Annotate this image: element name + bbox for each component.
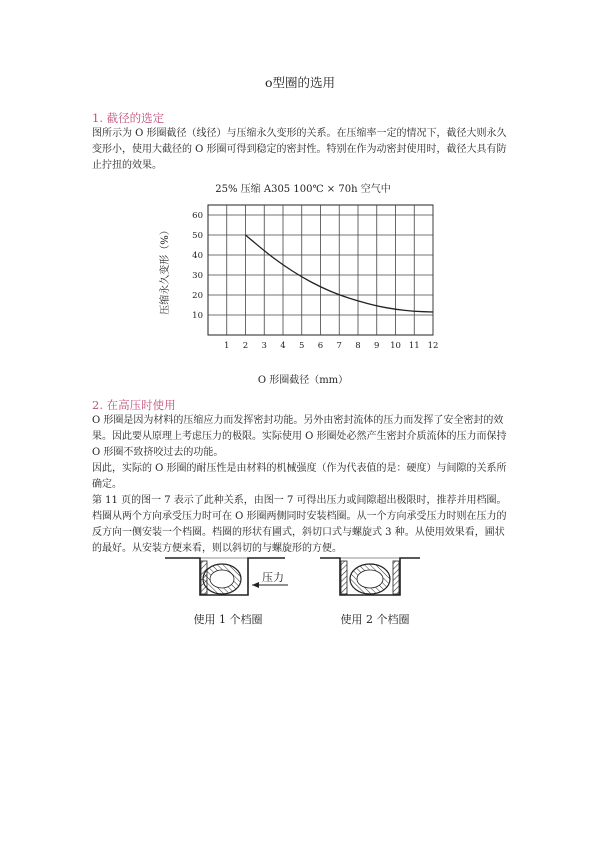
paragraph-diameter: [92, 126, 510, 174]
x-tick-label: 11: [408, 341, 420, 351]
section-heading-high-pressure: 2. 在高压时使用: [92, 398, 176, 412]
backup-ring: [201, 561, 207, 594]
text-line: 变形小，使用大截径的 O 形圈可得到稳定的密封性。特别在作为动密封使用时，截径大具有防: [92, 144, 507, 155]
caption-double-backup: 使用 2 个档圈: [340, 613, 410, 626]
caption-single-backup: 使用 1 个档圈: [193, 613, 263, 626]
text-line: 反方向一侧安装一个档圈。档圈的形状有圃式，斜切口式与螺旋式 3 种。从使用效果看，圃状: [92, 527, 505, 538]
x-tick-label: 5: [299, 341, 305, 351]
paragraph-backup-ring: [92, 493, 510, 557]
text-line: 果。因此要从原理上考虑压力的极限。实际使用 O 形圈处必然产生密封介质流体的压力而保持: [92, 431, 507, 442]
pressure-label: 压力: [262, 571, 284, 584]
y-tick-label: 40: [192, 251, 203, 261]
chart-xlabel: O 形圈截径（mm）: [257, 375, 349, 386]
y-tick-label: 60: [192, 211, 203, 221]
text-line: 止拧扭的效果。: [92, 160, 162, 171]
x-tick-label: 12: [427, 341, 439, 351]
paragraph-pressure-principle: [92, 413, 510, 461]
text-line: O 形圈不致挤咬过去的功能。: [92, 447, 224, 458]
x-tick-label: 3: [261, 341, 267, 351]
x-tick-label: 1: [224, 341, 230, 351]
chart-grid: [208, 205, 433, 335]
text-line: 档圈从两个方向承受压力时可在 O 形圈两侧同时安装档圈。从一个方向承受压力时则在压力的: [92, 511, 507, 522]
x-tick-label: 10: [390, 341, 401, 351]
y-tick-label: 30: [192, 271, 203, 281]
text-line: 的最好。从安装方便来看，则以斜切的与螺旋形的方便。: [92, 543, 342, 554]
x-tick-label: 4: [280, 341, 286, 351]
chart-ylabel: 压缩永久变形（%）: [160, 225, 171, 315]
groove-double-backup: [320, 558, 420, 595]
x-tick-label: 6: [317, 341, 324, 351]
paragraph-pressure-resistance: [92, 461, 510, 493]
text-line: 图所示为 O 形圈截径（线径）与压缩永久变形的关系。在压缩率一定的情况下，截径大则永久: [92, 128, 507, 139]
x-tick-label: 7: [336, 341, 342, 351]
y-tick-label: 50: [192, 231, 203, 241]
chart-ticks: [192, 211, 438, 351]
y-tick-label: 20: [192, 291, 203, 301]
text-line: 第 11 页的图一 7 表示了此种关系，由图一 7 可得出压力或间隙超出极限时，推荐并用档圈。: [92, 495, 507, 506]
section-heading-diameter: 1. 截径的选定: [92, 111, 165, 125]
chart-title: 25% 压缩 A305 100℃ × 70h 空气中: [215, 184, 391, 195]
text-line: O 形圈是因为材料的压缩应力而发挥密封功能。另外由密封流体的压力而发挥了安全密封的效: [92, 415, 504, 426]
backup-ring: [341, 561, 347, 594]
text-line: 确定。: [92, 479, 122, 490]
x-tick-label: 2: [242, 341, 249, 351]
y-tick-label: 10: [192, 311, 203, 321]
backup-ring: [393, 561, 399, 594]
compression-set-chart: [148, 180, 448, 395]
x-tick-label: 8: [355, 341, 361, 351]
backup-ring-diagram: [160, 553, 460, 633]
x-tick-label: 9: [374, 341, 380, 351]
page-title: o型圈的选用: [264, 75, 336, 90]
text-line: 因此，实际的 O 形圈的耐压性是由材料的机械强度（作为代表值的是：硬度）与间隙的关系所: [92, 463, 507, 474]
